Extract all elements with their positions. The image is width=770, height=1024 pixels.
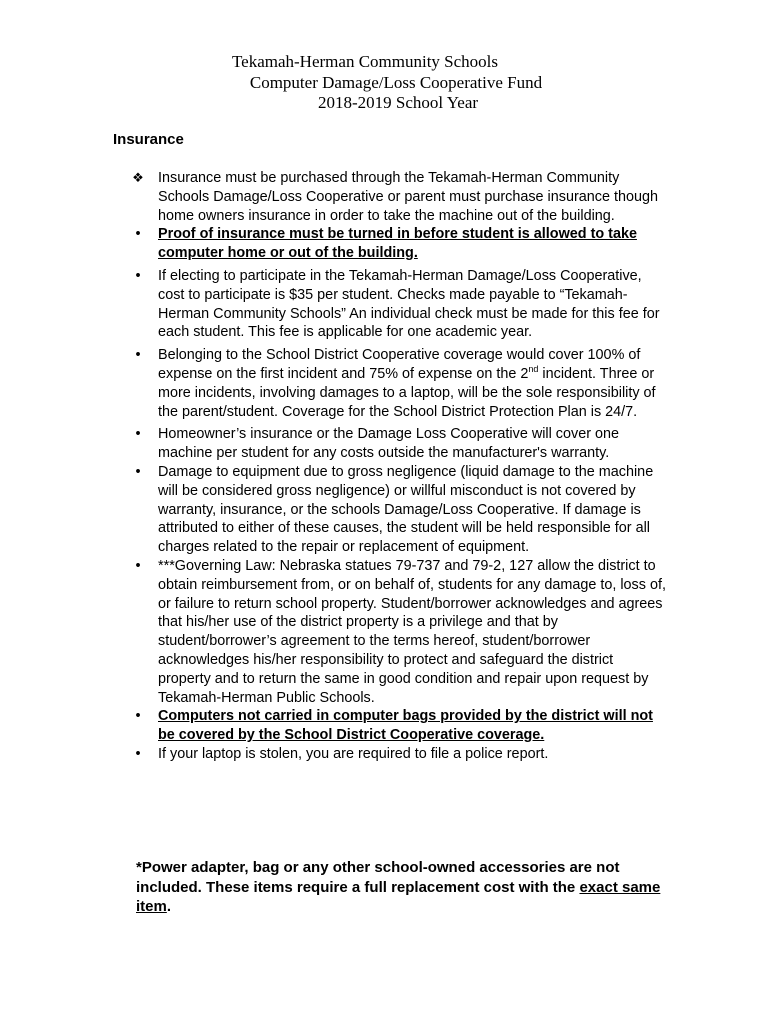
bullet-icon: • bbox=[135, 463, 141, 480]
list-item bbox=[128, 707, 668, 745]
bullet-icon: • bbox=[135, 267, 141, 284]
bullet-icon: • bbox=[135, 557, 141, 574]
school-year: 2018-2019 School Year bbox=[317, 93, 479, 112]
item-text: Insurance must be purchased through the Tekamah-Herman Community Schools Damage/Loss Cooperative or parent must purchase insurance though home owners insurance in order to take the machine out of the building. bbox=[158, 170, 658, 224]
document-subtitle: Computer Damage/Loss Cooperative Fund bbox=[249, 73, 543, 92]
note-underlined-text: exact same item bbox=[136, 878, 661, 915]
section-heading-insurance: Insurance bbox=[113, 131, 184, 148]
ordinal-suffix: nd bbox=[528, 364, 539, 375]
bullet-icon: • bbox=[135, 745, 141, 762]
item-text-emphasis: Computers not carried in computer bags provided by the district will not be covered by the School District Cooperative coverage. bbox=[158, 708, 653, 744]
bullet-icon: • bbox=[135, 226, 141, 243]
list-item bbox=[128, 425, 668, 463]
note-text-end: . bbox=[166, 898, 172, 915]
list-item bbox=[128, 169, 668, 225]
list-item bbox=[128, 225, 668, 263]
item-text bbox=[158, 347, 656, 419]
list-item bbox=[128, 463, 668, 557]
item-text-part: incident. Three or more incidents, involving damages to a laptop, will be the sole responsibility of the parent/student. Coverage for the School District Protection Plan is 24/7. bbox=[158, 365, 656, 420]
bullet-icon: • bbox=[135, 347, 141, 364]
insurance-rules-list bbox=[128, 169, 668, 764]
item-text-emphasis: Proof of insurance must be turned in before student is allowed to take computer home or out of the building. bbox=[158, 226, 637, 262]
note-text: *Power adapter, bag or any other school-owned accessories are not included. These items require a full replacement cost with the bbox=[136, 859, 620, 896]
item-text: Damage to equipment due to gross negligence (liquid damage to the machine will be considered gross negligence) or willful misconduct is not covered by warranty, insurance, or the schools Damage/Loss Cooperative. If damage is attributed to either of these causes, the student will be held responsible for all charges related to the repair or replacement of equipment. bbox=[158, 463, 654, 556]
bullet-icon: • bbox=[135, 426, 141, 443]
list-item bbox=[128, 745, 668, 764]
item-text: If your laptop is stolen, you are required to file a police report. bbox=[158, 745, 549, 762]
list-item bbox=[128, 267, 668, 342]
item-text-part: Belonging to the School District Cooperative coverage would cover 100% of expense on the first incident and 75% of expense on the 2 bbox=[158, 347, 641, 382]
item-text: Homeowner’s insurance or the Damage Loss Cooperative will cover one machine per student for any costs outside the manufacturer's warranty. bbox=[158, 426, 619, 462]
item-text: ***Governing Law: Nebraska statues 79-737 and 79-2, 127 allow the district to obtain reimbursement from, or on behalf of, students for any damage to, loss of, or failure to return school property. Student/borrower acknowledges and agrees that his/her use of the district property is a privilege and that by student/borrower’s agreement to the terms hereof, student/borrower acknowledges his/her responsibility to protect and safeguard the district property and to return the same in good condition and repair upon request by Tekamah-Herman Public Schools. bbox=[158, 557, 666, 706]
item-text: If electing to participate in the Tekamah-Herman Damage/Loss Cooperative, cost to participate is $35 per student. Checks made payable to “Tekamah-Herman Community Schools” An individual check must be made for this fee for each student. This fee is applicable for one academic year. bbox=[158, 267, 660, 341]
list-item bbox=[128, 346, 668, 421]
diamond-bullet-icon: ❖ bbox=[132, 170, 144, 185]
document-title: Tekamah-Herman Community Schools bbox=[231, 52, 499, 71]
bullet-icon: • bbox=[135, 708, 141, 725]
list-item bbox=[128, 557, 668, 707]
accessories-note bbox=[136, 858, 671, 917]
